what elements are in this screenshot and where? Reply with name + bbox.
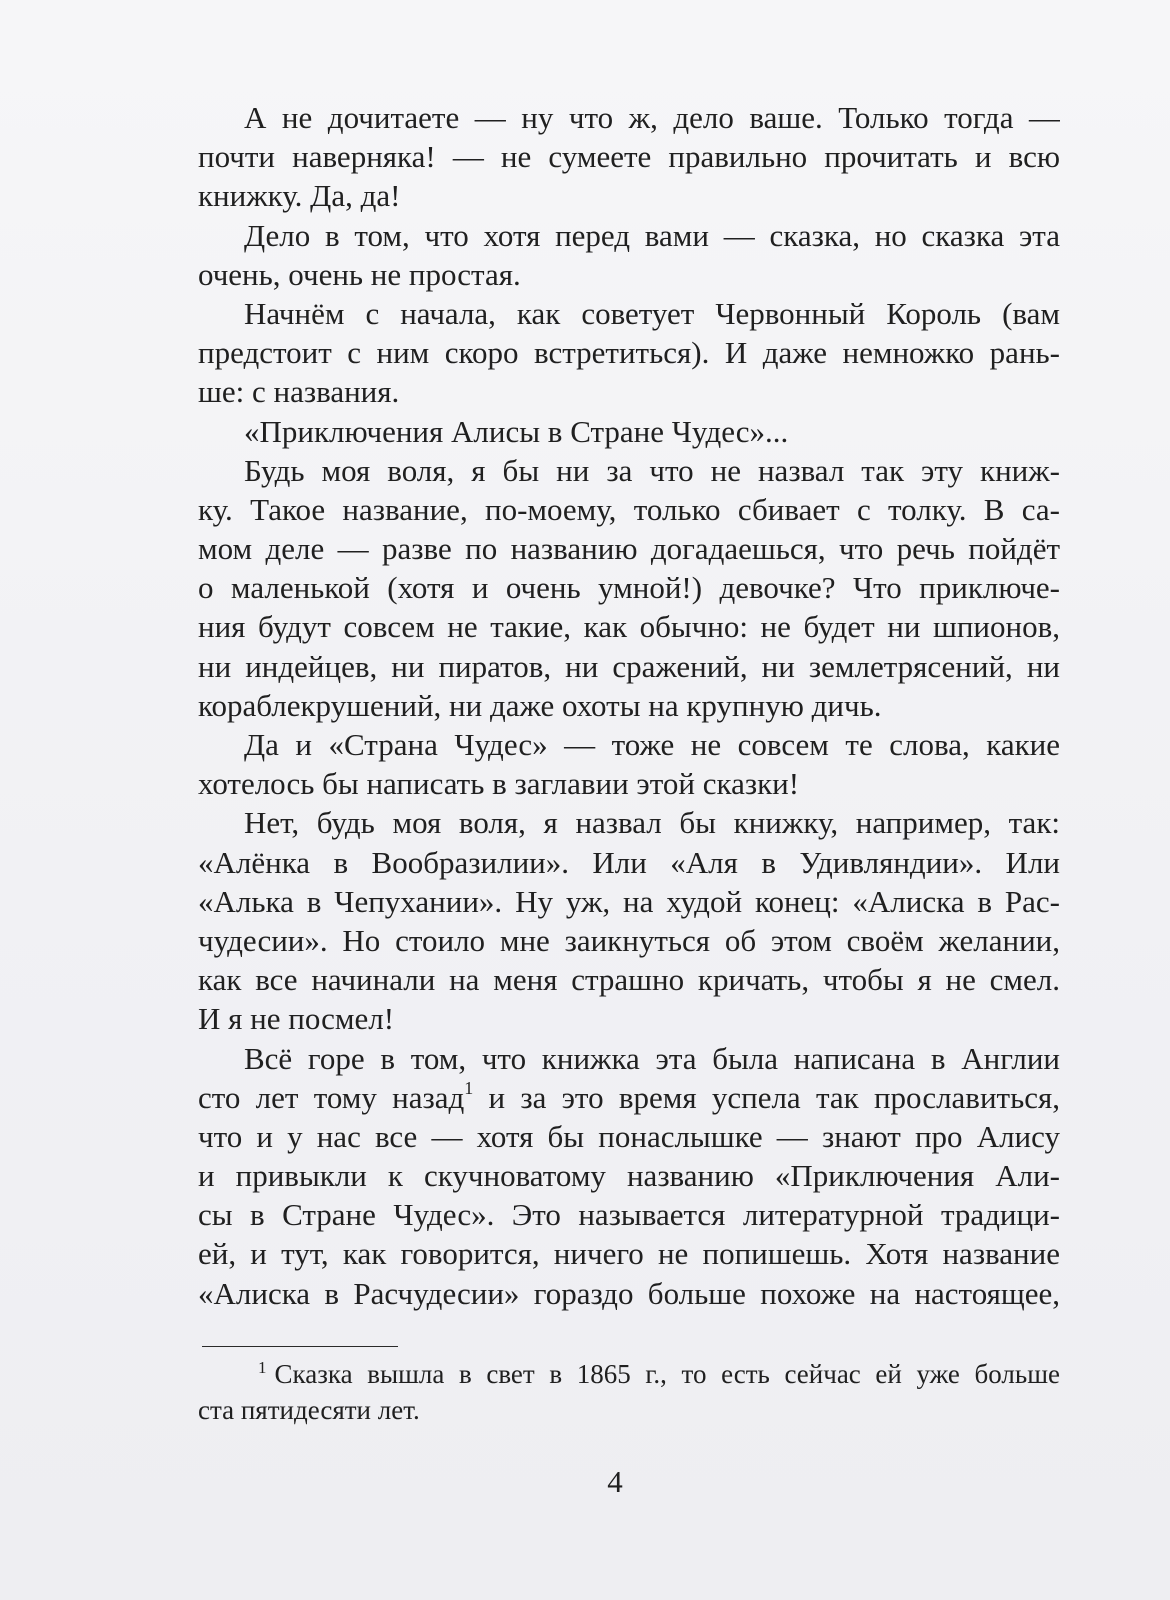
text-line: книжку. Да, да!: [198, 178, 401, 214]
footnote-line: $^1$ Сказка вышла в свет в 1865 г., то есть сейчас ей уже больше: [258, 1358, 1060, 1389]
text-line: Всё горе в том, что книжка эта была написана в Англии: [244, 1040, 1060, 1076]
footnote: [198, 1356, 1060, 1428]
text-line: сто лет тому назад$^1$ и за это время успела так прославиться,: [198, 1077, 1060, 1115]
text-line: и привыкли к скучноватому названию «Приключения Али-: [198, 1158, 1060, 1194]
footnote-line: ста пятидесяти лет.: [198, 1395, 420, 1425]
text-line: Да и «Страна Чудес» — тоже не совсем те слова, какие: [244, 727, 1060, 762]
footnote-rule: [202, 1346, 398, 1347]
body-text: [198, 98, 1060, 1313]
text-line: очень, очень не простая.: [198, 256, 521, 292]
text-line: «Алька в Чепухании». Ну уж, на худой конец: «Алиска в Рас-: [198, 883, 1060, 919]
text-line: Будь моя воля, я бы ни за что не назвал так эту книж-: [244, 452, 1060, 488]
text-line: ния будут совсем не такие, как обычно: не будет ни шпионов,: [198, 609, 1060, 645]
text-line: Дело в том, что хотя перед вами — сказка, но сказка эта: [244, 217, 1060, 253]
text-line: чудесии». Но стоило мне заикнуться об этом своём желании,: [198, 922, 1060, 958]
text-line: «Приключения Алисы в Стране Чудес»...: [244, 413, 789, 449]
text-line: ей, и тут, как говорится, ничего не попишешь. Хотя название: [198, 1236, 1060, 1272]
text-line: ку. Такое название, по-моему, только сбивает с толку. В са-: [198, 491, 1060, 527]
text-line: «Алиска в Расчудесии» гораздо больше похоже на настоящее,: [198, 1275, 1060, 1311]
text-line: сы в Стране Чудес». Это называется литературной традици-: [198, 1197, 1060, 1233]
text-line: И я не посмел!: [198, 1001, 395, 1037]
text-line: как все начинали на меня страшно кричать, чтобы я не смел.: [198, 962, 1060, 998]
text-line: А не дочитаете — ну что ж, дело ваше. Только тогда —: [244, 100, 1060, 135]
text-line: хотелось бы написать в заглавии этой сказки!: [198, 766, 800, 802]
text-line: Нет, будь моя воля, я назвал бы книжку, например, так:: [244, 805, 1060, 841]
footnote-reference: 1: [464, 1077, 474, 1098]
text-line: почти наверняка! — не сумеете правильно прочитать и всю: [198, 139, 1060, 175]
text-line: ше: с названия.: [198, 374, 400, 410]
text-line: Начнём с начала, как советует Червонный Король (вам: [244, 295, 1060, 331]
footnote-mark: 1: [258, 1358, 267, 1377]
text-line: кораблекрушений, ни даже охоты на крупную дичь.: [198, 687, 882, 723]
text-line: что и у нас все — хотя бы понаслышке — знают про Алису: [198, 1118, 1060, 1154]
text-line: о маленькой (хотя и очень умной!) девочке? Что приключе-: [198, 570, 1060, 606]
text-line: «Алёнка в Вообразилии». Или «Аля в Удивляндии». Или: [198, 844, 1060, 880]
text-line: ни индейцев, ни пиратов, ни сражений, ни землетрясений, ни: [198, 648, 1060, 684]
text-line: предстоит с ним скоро встретиться). И даже немножко рань-: [198, 335, 1060, 371]
page-number: 4: [607, 1464, 623, 1499]
text-line: мом деле — разве по названию догадаешься, что речь пойдёт: [198, 531, 1060, 567]
